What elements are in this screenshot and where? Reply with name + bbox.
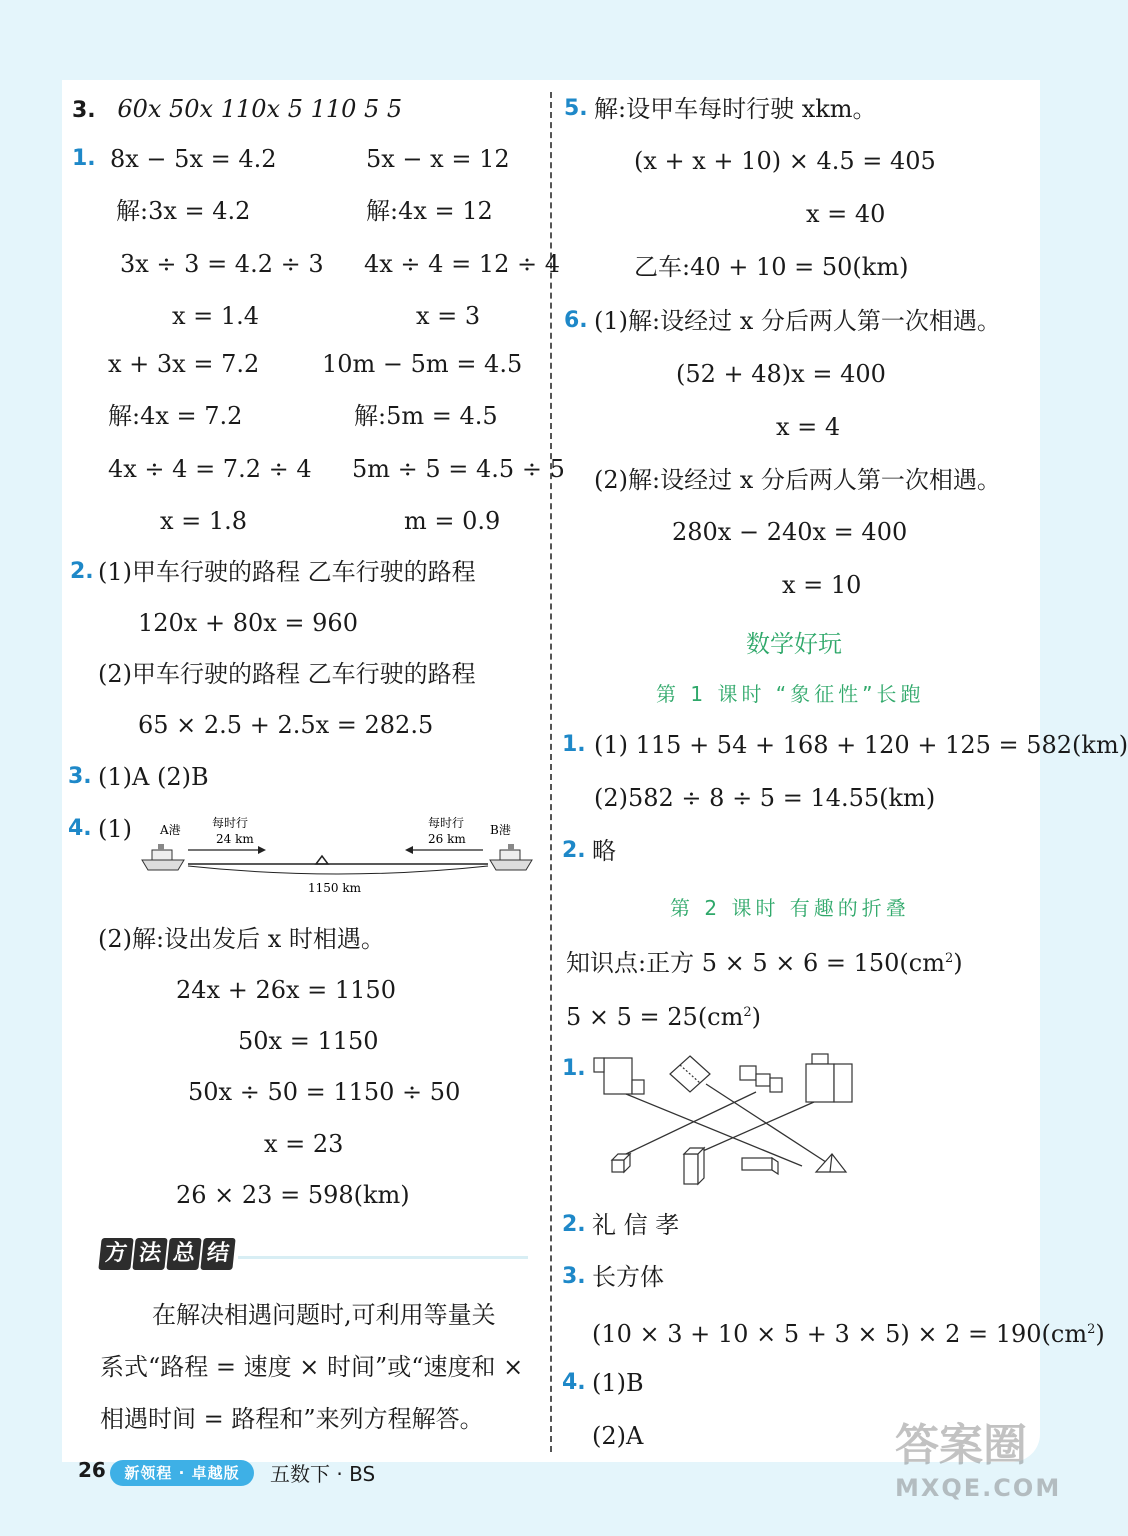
- knowledge-line: [566, 944, 963, 978]
- title-underline: [238, 1256, 528, 1259]
- cube-icon: [612, 1154, 630, 1172]
- equation-line: 解:5m = 4.5: [354, 402, 498, 430]
- equation-line: 5m ÷ 5 = 4.5 ÷ 5: [352, 455, 565, 483]
- title-char: 结: [200, 1238, 235, 1270]
- equation-line: x = 23: [264, 1130, 344, 1158]
- equation-line: x = 1.4: [172, 302, 260, 330]
- equation-line: 65 × 2.5 + 2.5x = 282.5: [138, 711, 434, 739]
- knowledge-text: 知识点:正方 5 × 5 × 6 = 150(cm: [566, 949, 945, 977]
- net-matching-diagram: [586, 1050, 866, 1190]
- equation-line: 8x − 5x = 4.2: [110, 145, 277, 173]
- right-speed-value: 26 km: [428, 832, 466, 846]
- equation-line: x = 4: [776, 413, 841, 441]
- meeting-point-icon: [316, 856, 328, 864]
- closing-paren: ): [751, 1003, 762, 1031]
- question-number: 3.: [562, 1264, 586, 1289]
- arrow-head-icon: [405, 846, 413, 854]
- equation-line: (1) 115 + 54 + 168 + 120 + 125 = 582(km): [594, 731, 1128, 759]
- right-speed-label: 每时行: [428, 816, 465, 830]
- net-shape-icon: [806, 1054, 852, 1102]
- equation-line: 26 × 23 = 598(km): [176, 1181, 410, 1209]
- closing-paren: ): [1095, 1320, 1105, 1348]
- net-shape-icon: [594, 1058, 644, 1094]
- watermark-url: MXQE.COM: [895, 1474, 1062, 1502]
- superscript: 2: [945, 951, 954, 966]
- question-number: 1.: [72, 146, 96, 171]
- answer-line: (1): [98, 815, 132, 843]
- answer-line: (1)解:设经过 x 分后两人第一次相遇。: [594, 307, 1001, 335]
- pyramid-icon: [816, 1154, 846, 1172]
- answer-line: (1)甲车行驶的路程 乙车行驶的路程: [98, 558, 476, 586]
- equation-line: x = 1.8: [160, 507, 248, 535]
- answer-line: 长方体: [592, 1263, 664, 1291]
- question-number: 3.: [72, 98, 96, 123]
- equation-line: 50x = 1150: [238, 1027, 379, 1055]
- equation-line: 50x ÷ 50 = 1150 ÷ 50: [188, 1078, 461, 1106]
- answer-line: (2)A: [592, 1422, 644, 1450]
- title-char: 方: [98, 1238, 133, 1270]
- equation-text: (10 × 3 + 10 × 5 + 3 × 5) × 2 = 190(cm: [592, 1320, 1088, 1348]
- answer-line: 礼 信 孝: [592, 1211, 680, 1239]
- question-number: 6.: [564, 308, 588, 333]
- answer-line: (2)解:设出发后 x 时相遇。: [98, 925, 385, 953]
- equation-line: 4x ÷ 4 = 12 ÷ 4: [364, 250, 560, 278]
- book-subject: 五数下 · BS: [270, 1462, 376, 1486]
- knowledge-line: [566, 998, 761, 1032]
- equation-line: x = 3: [416, 302, 481, 330]
- method-text: 相遇时间 = 路程和”来列方程解答。: [100, 1405, 484, 1433]
- question-number: 5.: [564, 96, 588, 121]
- method-summary-title: [100, 1238, 234, 1270]
- answer-line: 解:设甲车每时行驶 xkm。: [594, 95, 877, 123]
- answer-line: (1)B: [592, 1369, 644, 1397]
- left-speed-label: 每时行: [212, 816, 249, 830]
- net-shape-icon: [740, 1066, 782, 1092]
- answer-line: (1)A (2)B: [98, 763, 209, 791]
- answer-line: (2)解:设经过 x 分后两人第一次相遇。: [594, 466, 1001, 494]
- question-number: 2.: [562, 1212, 586, 1237]
- equation-line: (x + x + 10) × 4.5 = 405: [634, 147, 936, 175]
- equation-line: 解:4x = 7.2: [108, 402, 243, 430]
- equation-line: x + 3x = 7.2: [108, 350, 260, 378]
- title-char: 法: [132, 1238, 167, 1270]
- question-number: 2.: [70, 559, 94, 584]
- equation-line: 120x + 80x = 960: [138, 609, 358, 637]
- equation-line: 解:3x = 4.2: [116, 197, 251, 225]
- question-number: 4.: [68, 816, 92, 841]
- series-badge: 新领程 · 卓越版: [110, 1460, 254, 1486]
- ship-icon: [142, 844, 184, 870]
- cuboid-icon: [742, 1158, 778, 1174]
- equation-line: x = 10: [782, 571, 862, 599]
- prism-icon: [684, 1148, 704, 1184]
- lesson-title: 第 2 课时 有趣的折叠: [670, 896, 910, 920]
- question-number: 1.: [562, 732, 586, 757]
- equation-line: 3x ÷ 3 = 4.2 ÷ 3: [120, 250, 324, 278]
- question-number: 3.: [68, 764, 92, 789]
- watermark-text: 答案圈: [895, 1420, 1027, 1471]
- column-divider: [550, 92, 552, 1452]
- equation-line: [592, 1315, 1105, 1349]
- distance-label: 1150 km: [308, 881, 362, 895]
- equation-line: 280x − 240x = 400: [672, 518, 908, 546]
- title-char: 总: [166, 1238, 201, 1270]
- answer-line: 略: [592, 837, 616, 865]
- method-text: 在解决相遇问题时,可利用等量关: [152, 1301, 496, 1329]
- q3-answer: [72, 94, 402, 126]
- method-text: 系式“路程 = 速度 × 时间”或“速度和 ×: [100, 1353, 524, 1381]
- knowledge-text: 5 × 5 = 25(cm: [566, 1003, 744, 1031]
- equation-line: 10m − 5m = 4.5: [322, 350, 523, 378]
- ship-icon: [490, 844, 532, 870]
- equation-line: m = 0.9: [404, 507, 501, 535]
- equation-line: 解:4x = 12: [366, 197, 493, 225]
- watermark-logo: [895, 1418, 1075, 1536]
- equation-line: 5x − x = 12: [366, 145, 510, 173]
- question-number: 4.: [562, 1370, 586, 1395]
- net-shape-icon: [670, 1056, 710, 1092]
- lesson-title: 第 1 课时 “象征性”长跑: [656, 682, 925, 706]
- equation-line: (52 + 48)x = 400: [676, 360, 886, 388]
- equation-line: (2)582 ÷ 8 ÷ 5 = 14.55(km): [594, 784, 936, 812]
- b-port-label: B港: [490, 823, 511, 837]
- page-number: 26: [78, 1458, 106, 1482]
- equation-line: 24x + 26x = 1150: [176, 976, 396, 1004]
- left-speed-value: 24 km: [216, 832, 254, 846]
- a-port-label: A港: [160, 823, 181, 837]
- closing-paren: ): [953, 949, 963, 977]
- arrow-head-icon: [258, 846, 266, 854]
- superscript: 2: [743, 1005, 752, 1020]
- equation-line: 乙车:40 + 10 = 50(km): [634, 253, 909, 281]
- question-number: 2.: [562, 838, 586, 863]
- question-number: 1.: [562, 1056, 586, 1081]
- section-title: 数学好玩: [746, 630, 842, 658]
- superscript: 2: [1087, 1322, 1096, 1337]
- equation-line: 4x ÷ 4 = 7.2 ÷ 4: [108, 455, 312, 483]
- meeting-diagram: [138, 812, 538, 900]
- answer-text: 60x 50x 110x 5 110 5 5: [117, 95, 403, 123]
- equation-line: x = 40: [806, 200, 886, 228]
- answer-line: (2)甲车行驶的路程 乙车行驶的路程: [98, 660, 476, 688]
- distance-brace: [188, 866, 488, 874]
